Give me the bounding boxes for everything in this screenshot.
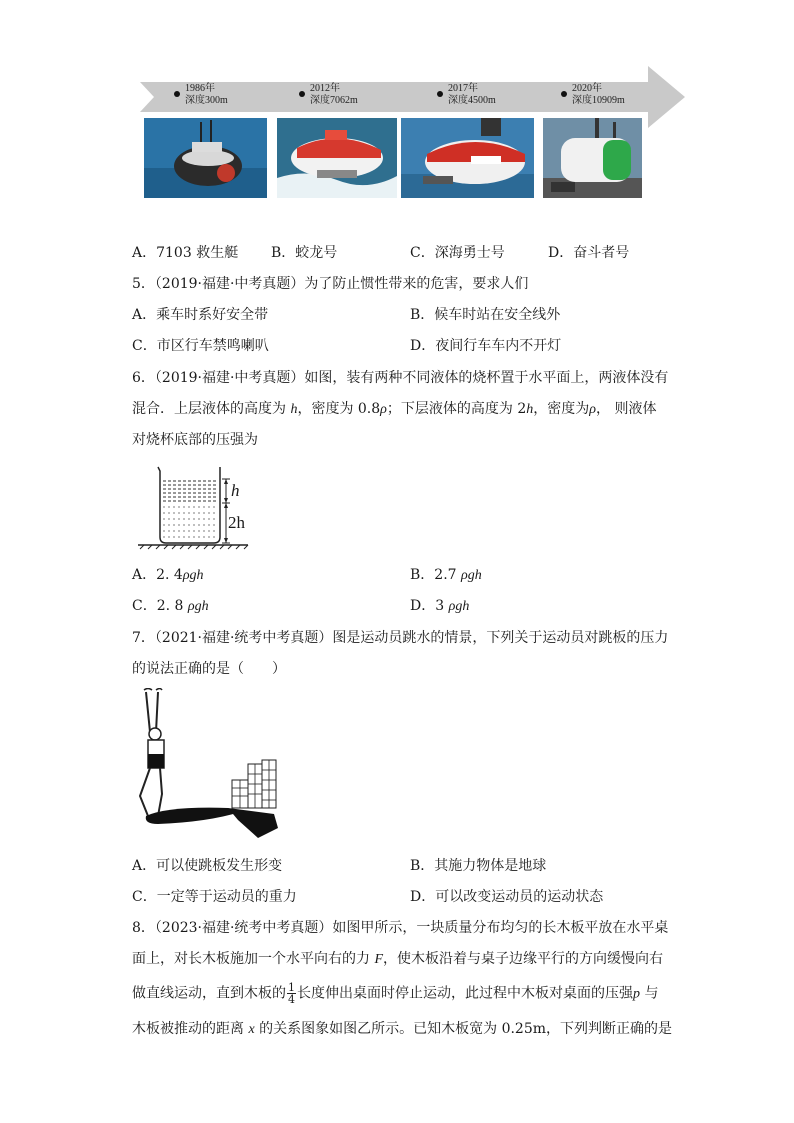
q6-stem-line3: 对烧杯底部的压强为 xyxy=(132,432,258,448)
timeline-depth: 深度10909m xyxy=(572,95,625,106)
q8-fraction-numerator: 1 xyxy=(288,981,295,994)
timeline-year: 1986年 xyxy=(185,83,215,94)
q8-text: 木板被推动的距离 xyxy=(132,1021,249,1037)
q6-text: ；下层液体的高度为 2 xyxy=(386,401,527,417)
q6-text: ，密度为 0.8 xyxy=(297,401,381,417)
q7-option-d: D．可以改变运动员的运动状态 xyxy=(410,889,604,905)
q6-option-math: ρgh xyxy=(448,599,470,614)
q6-var-rho: ρ xyxy=(380,402,387,417)
q7-option-a: A．可以使跳板发生形变 xyxy=(132,858,283,874)
q8-text: 做直线运动，直到木板的 xyxy=(132,985,286,1002)
q6-text: ，密度为 xyxy=(533,401,590,417)
q8-text: 的关系图象如图乙所示。已知木板宽为 0.25m，下列判断正确的是 xyxy=(254,1021,673,1037)
q8-text: 与 xyxy=(640,985,659,1002)
q5-option-d: D．夜间行车车内不开灯 xyxy=(410,338,562,354)
q7-stem-line2: 的说法正确的是（ ） xyxy=(132,661,286,677)
q8-text: 面上，对长木板施加一个水平向右的力 xyxy=(132,951,375,967)
q6-var-h: h xyxy=(290,402,298,417)
q8-text: ，使木板沿着与桌子边缘平行的方向缓慢向右 xyxy=(383,951,664,967)
q6-text: ， 则液体 xyxy=(596,401,657,417)
q8-fraction xyxy=(287,982,296,1005)
timeline-item-1986 xyxy=(185,83,228,107)
timeline-depth: 深度7062m xyxy=(310,95,358,106)
q8-stem-line4 xyxy=(132,1019,672,1040)
q4-option-c: C．深海勇士号 xyxy=(410,245,505,261)
q6-text: 混合．上层液体的高度为 xyxy=(132,401,291,417)
q6-option-b xyxy=(410,565,482,586)
photo-shenhai-yongshi xyxy=(401,118,534,198)
q6-option-text: B．2.7 xyxy=(410,567,462,583)
q8-var-x: x xyxy=(248,1022,255,1037)
q6-var-rho: ρ xyxy=(589,402,596,417)
q6-stem-line1: 6．（2019·福建·中考真题）如图，装有两种不同液体的烧杯置于水平面上，两液体没有 xyxy=(132,370,669,386)
q8-stem-line1: 8．（2023·福建·统考中考真题）如图甲所示，一块质量分布均匀的长木板平放在水平桌 xyxy=(132,920,669,936)
timeline-depth: 深度4500m xyxy=(448,95,496,106)
q6-option-d xyxy=(410,596,469,617)
q6-var-h: h xyxy=(526,402,534,417)
q5-option-a: A．乘车时系好安全带 xyxy=(132,307,269,323)
timeline-item-2017 xyxy=(448,83,496,107)
timeline-item-2012 xyxy=(310,83,358,107)
timeline-year: 2012年 xyxy=(310,83,340,94)
q5-option-b: B．候车时站在安全线外 xyxy=(410,307,561,323)
q6-option-a xyxy=(132,565,204,586)
q4-option-b: B．蛟龙号 xyxy=(271,245,338,261)
timeline-year: 2020年 xyxy=(572,83,602,94)
q6-option-text: A．2. 4 xyxy=(132,567,183,583)
q5-stem: 5．（2019·福建·中考真题）为了防止惯性带来的危害，要求人们 xyxy=(132,276,529,292)
q6-option-text: D．3 xyxy=(410,598,449,614)
q8-fraction-denominator: 4 xyxy=(288,993,295,1006)
q4-option-d: D．奋斗者号 xyxy=(548,245,630,261)
timeline-dot xyxy=(561,91,567,97)
timeline-year: 2017年 xyxy=(448,83,478,94)
q5-option-c: C．市区行车禁鸣喇叭 xyxy=(132,338,269,354)
q8-var-f: F xyxy=(374,952,384,967)
photo-fendouzhe xyxy=(543,118,642,198)
q7-stem-line1: 7．（2021·福建·统考中考真题）图是运动员跳水的情景，下列关于运动员对跳板的压力 xyxy=(132,630,669,646)
q8-text: 长度伸出桌面时停止运动，此过程中木板对桌面的压强 xyxy=(297,985,633,1002)
q7-option-c: C．一定等于运动员的重力 xyxy=(132,889,297,905)
q8-stem-line3 xyxy=(132,982,658,1005)
q6-stem-line2 xyxy=(132,399,656,420)
photo-jiaolong xyxy=(277,118,397,198)
q7-option-b: B．其施力物体是地球 xyxy=(410,858,547,874)
q8-stem-line2 xyxy=(132,949,663,970)
timeline-depth: 深度300m xyxy=(185,95,228,106)
q7-diver-figure xyxy=(128,688,282,848)
q8-var-p: p xyxy=(633,986,640,1002)
photo-7103-rescue-sub xyxy=(144,118,267,198)
q6-option-math: ρgh xyxy=(187,599,209,614)
timeline-dot xyxy=(437,91,443,97)
q6-fig-label-h: h xyxy=(231,481,240,500)
timeline-dot xyxy=(299,91,305,97)
q4-option-a: A．7103 救生艇 xyxy=(132,245,239,261)
q6-option-math: ρgh xyxy=(182,568,204,583)
timeline-item-2020 xyxy=(572,83,625,107)
q6-beaker-figure xyxy=(136,463,256,551)
q6-option-text: C．2. 8 xyxy=(132,598,188,614)
timeline-dot xyxy=(174,91,180,97)
q6-option-c xyxy=(132,596,209,617)
q6-fig-label-2h: 2h xyxy=(228,513,245,532)
q6-option-math: ρgh xyxy=(461,568,482,583)
